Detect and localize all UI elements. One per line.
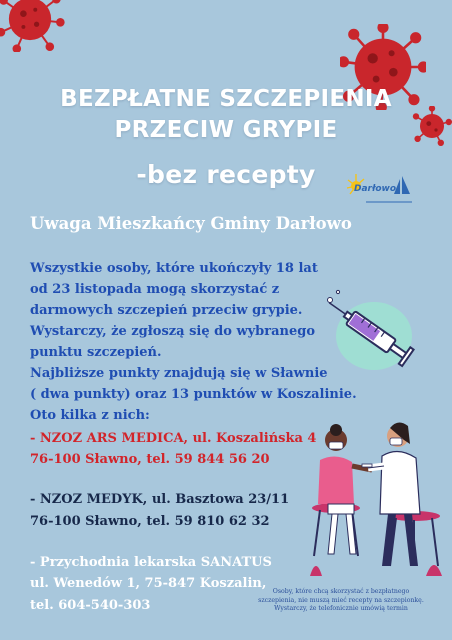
info-line: punktu szczepień. — [30, 345, 162, 360]
caption-line: szczepienia, nie muszą mieć recepty na szczepionkę. — [258, 596, 424, 604]
vaccination-point-3-name: - Przychodnia lekarska SANATUS — [30, 555, 272, 570]
title-line-3: -bez recepty — [136, 160, 316, 189]
info-line: ( dwa punkty) oraz 13 punktów w Koszalinie. — [30, 387, 357, 402]
title-line-1: BEZPŁATNE SZCZEPIENIA — [60, 86, 392, 112]
info-line: od 23 listopada mogą skorzystać z — [30, 282, 280, 297]
title-line-2: PRZECIW GRYPIE — [114, 117, 338, 143]
vaccination-point-3-address: ul. Wenedów 1, 75-847 Koszalin, — [30, 576, 267, 591]
info-line: darmowych szczepień przeciw grypie. — [30, 303, 303, 318]
vaccination-point-3-phone: tel. 604-540-303 — [30, 598, 151, 613]
info-line: Najbliższe punkty znajdują się w Sławnie — [30, 366, 328, 381]
logo-label: Darłowo — [354, 184, 397, 194]
info-line: Wystarczy, że zgłoszą się do wybranego — [30, 324, 316, 339]
vaccination-point-2-address: 76-100 Sławno, tel. 59 810 62 32 — [30, 514, 270, 529]
vaccination-point-2-name: - NZOZ MEDYK, ul. Basztowa 23/11 — [30, 492, 290, 507]
caption-line: Wystarczy, że telefonicznie umówią termin — [274, 605, 408, 613]
info-line: Oto kilka z nich: — [30, 408, 150, 423]
vaccination-point-1-name: - NZOZ ARS MEDICA, ul. Koszalińska 4 — [30, 431, 317, 446]
syringe-icon — [318, 286, 424, 378]
vaccination-illustration-icon — [306, 416, 446, 584]
virus-icon — [0, 0, 66, 52]
greeting-heading: Uwaga Mieszkańcy Gminy Darłowo — [30, 214, 352, 233]
vaccination-point-1-address: 76-100 Sławno, tel. 59 844 56 20 — [30, 452, 270, 467]
caption-note — [232, 588, 450, 614]
info-line: Wszystkie osoby, które ukończyły 18 lat — [30, 261, 318, 276]
caption-line: Osoby, które chcą skorzystać z bezpłatnego — [272, 588, 410, 595]
